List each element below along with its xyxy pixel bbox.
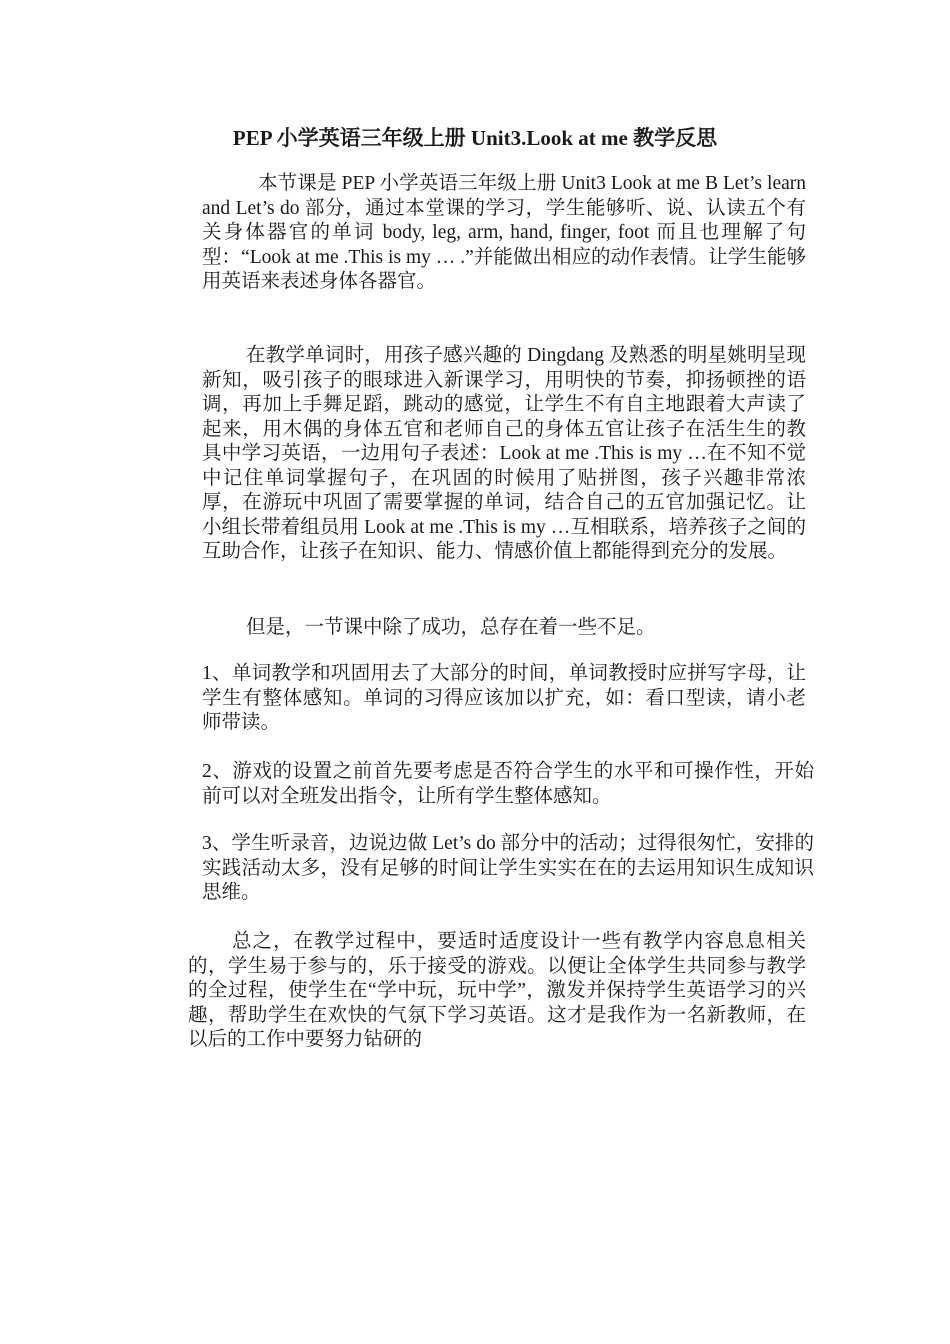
paragraph-point-3: 3、学生听录音，边说边做 Let’s do 部分中的活动；过得很匆忙，安排的实践活动太多，没有足够的时间让学生实实在在的去运用知识生成知识思维。 xyxy=(202,833,814,903)
paragraph-teaching-process: 在教学单词时，用孩子感兴趣的 Dingdang 及熟悉的明星姚明呈现新知，吸引孩子的眼球进入新课学习，用明快的节奏，抑扬顿挫的语调，再加上手舞足蹈，跳动的感觉，让学生不有自主地跟着大声读了起来，用木偶的身体五官和老师自己的身体五官让孩子在活生生的教具中学习英语，一边用句子表述：Look at me .This is my …在不知不觉中记住单词掌握句子，在巩固的时候用了贴拼图，孩子兴趣非常浓厚，在游玩中巩固了需要掌握的单词，结合自己的五官加强记忆。让小组长带着组员用 Look at me .This is my …互相联系，培养孩子之间的互助合作，让孩子在知识、能力、情感价值上都能得到充分的发展。 xyxy=(202,345,806,562)
paragraph-point-1: 1、单词教学和巩固用去了大部分的时间，单词教授时应拼写字母，让学生有整体感知。单词的习得应该加以扩充，如：看口型读，请小老师带读。 xyxy=(202,663,806,733)
paragraph-intro: 本节课是 PEP 小学英语三年级上册 Unit3 Look at me B Let’s learn and Let’s do 部分，通过本堂课的学习，学生能够听、说、认读五个有关身体器官的单词 body, leg, arm, hand, finger, foot 而且也理解了句型：“Look at me .This is my … .”并能做出相应的动作表情。让学生能够用英语来表述身体各器官。 xyxy=(202,173,806,292)
paragraph-point-2: 2、游戏的设置之前首先要考虑是否符合学生的水平和可操作性，开始前可以对全班发出指令，让所有学生整体感知。 xyxy=(202,761,814,807)
paragraph-shortcomings-intro: 但是，一节课中除了成功，总存在着一些不足。 xyxy=(246,617,656,638)
document-title: PEP 小学英语三年级上册 Unit3.Look at me 教学反思 xyxy=(232,126,718,150)
paragraph-conclusion: 总之，在教学过程中，要适时适度设计一些有教学内容息息相关的，学生易于参与的，乐于接受的游戏。以便让全体学生共同参与教学的全过程，使学生在“学中玩，玩中学”，激发并保持学生英语学习的兴趣，帮助学生在欢快的气氛下学习英语。这才是我作为一名新教师，在以后的工作中要努力钻研的 xyxy=(188,931,806,1050)
